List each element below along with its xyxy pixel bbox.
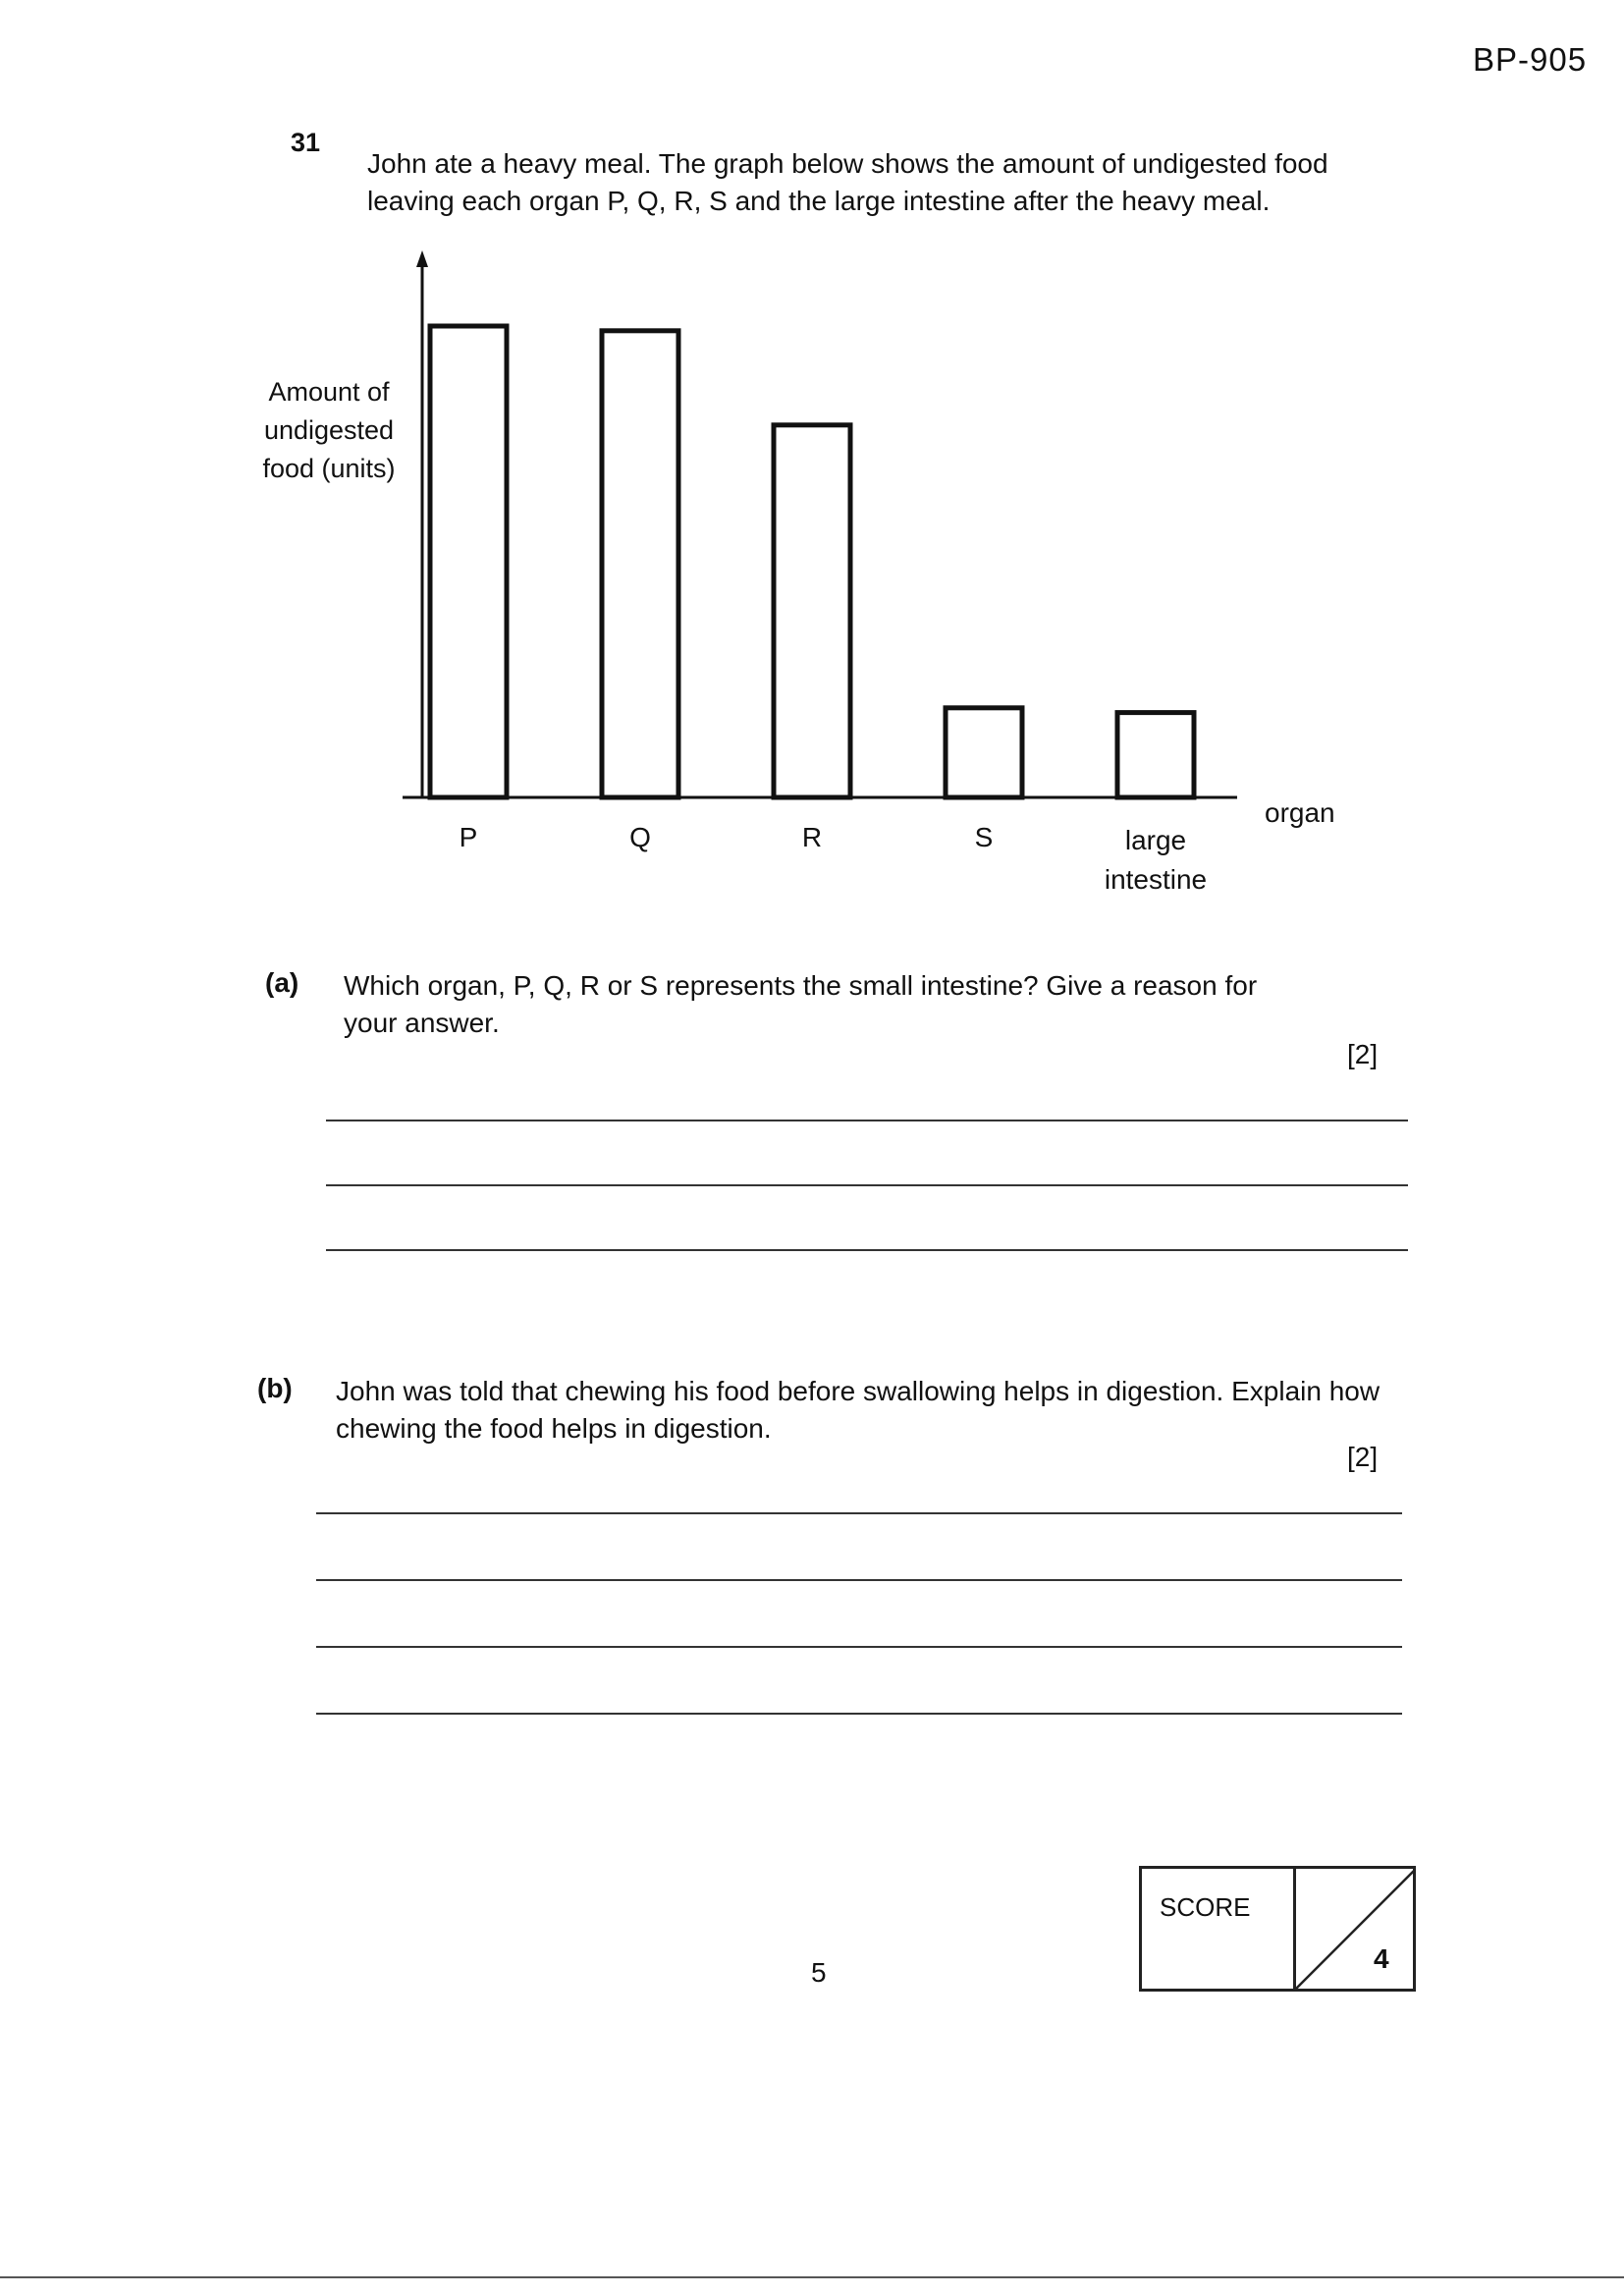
score-box (1139, 1866, 1416, 1992)
score-diagonal (1296, 1869, 1416, 1989)
bar-q (602, 331, 678, 797)
part-b-answer-line[interactable] (316, 1579, 1402, 1581)
x-axis-label: organ (1265, 797, 1335, 828)
bar-large-intestine (1117, 713, 1194, 797)
bar-r (774, 425, 850, 797)
y-axis-arrow (416, 250, 428, 267)
footer-rule (0, 2276, 1624, 2278)
question-stem: John ate a heavy meal. The graph below shows the amount of undigested food leaving each organ P, Q, R, S and the large intestine after the heavy meal. (367, 148, 1328, 216)
part-b-question: John was told that chewing his food before swallowing helps in digestion. Explain how chewing the food helps in digestion. (336, 1376, 1380, 1444)
part-b-marks: [2] (1347, 1442, 1379, 1472)
category-label-q: Q (629, 822, 651, 852)
paper-code: BP-905 (1473, 41, 1588, 78)
part-b-answer-line[interactable] (316, 1512, 1402, 1514)
chart-category-labels (460, 822, 1207, 895)
page-number: 5 (811, 1957, 827, 1988)
part-a-answer-line[interactable] (326, 1184, 1408, 1186)
part-a-question: Which organ, P, Q, R or S represents the small intestine? Give a reason for your answer. (344, 970, 1258, 1038)
part-a-marks: [2] (1347, 1039, 1379, 1069)
bar-s (946, 708, 1022, 797)
part-b-label: (b) (257, 1373, 293, 1403)
part-a-answer-line[interactable] (326, 1120, 1408, 1121)
part-a-label: (a) (265, 967, 299, 998)
question-number: 31 (291, 128, 321, 157)
score-max: 4 (1374, 1943, 1389, 1974)
chart-bars (430, 326, 1194, 797)
part-a-answer-line[interactable] (326, 1249, 1408, 1251)
category-label-s: S (974, 822, 994, 852)
category-label-large-intestine: large intestine (1104, 825, 1208, 895)
bar-p (430, 326, 507, 797)
y-axis-label: Amount of undigested food (units) (262, 377, 396, 483)
score-label: SCORE (1160, 1892, 1251, 1922)
part-b-answer-line[interactable] (316, 1646, 1402, 1648)
category-label-p: P (459, 822, 478, 852)
part-b-answer-line[interactable] (316, 1713, 1402, 1715)
category-label-r: R (801, 822, 823, 852)
bar-chart (383, 246, 1267, 933)
